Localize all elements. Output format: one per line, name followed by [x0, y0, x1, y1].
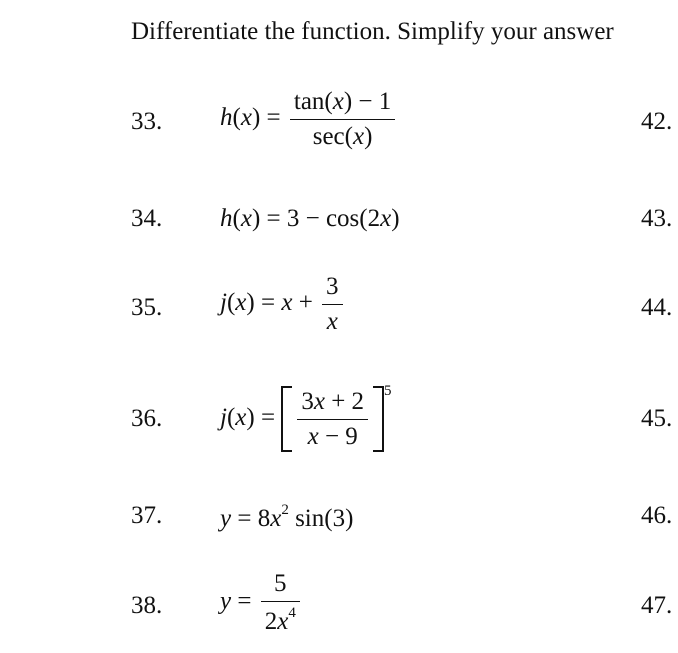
problem-35-equation: j(x) = x + $\frac{3}{x}$ [220, 273, 346, 336]
problem-number: 47. [641, 592, 673, 619]
problem-number: 44. [641, 294, 673, 321]
left-bracket [281, 386, 292, 452]
instruction-text: Differentiate the function. Simplify your answer [131, 18, 614, 45]
problem-number: 35. [131, 294, 163, 321]
fraction: $\frac{3}{x}$ [322, 273, 343, 336]
problem-number: 34. [131, 205, 163, 232]
exponent: 5 [384, 383, 392, 399]
right-bracket [373, 386, 384, 452]
fraction: $\frac{5}{2x^4}$ [261, 570, 300, 636]
problem-33-equation: h(x) = $\frac{\tan(x) - 1}{\sec(x)}$ [220, 88, 398, 151]
problem-number: 46. [641, 502, 673, 529]
problem-38-equation: y = $\frac{5}{2x^4}$ [220, 570, 303, 636]
problem-number: 42. [641, 108, 673, 135]
problem-number: 33. [131, 108, 163, 135]
problem-number: 37. [131, 502, 163, 529]
problem-number: 38. [131, 592, 163, 619]
fraction: $\frac{\tan(x) - 1}{\sec(x)}$ [290, 88, 395, 151]
problem-36-equation: j(x) = $\frac{3x + 2}{x - 9}$ $^5$ [220, 383, 392, 452]
problem-34-equation: h(x) = 3 − cos(2x) [220, 205, 400, 232]
problem-number: 45. [641, 405, 673, 432]
problem-37-equation: $y = 8x^2$ sin(3) [220, 502, 354, 532]
problem-number: 36. [131, 405, 163, 432]
fraction: $\frac{3x + 2}{x - 9}$ [297, 388, 368, 451]
problem-number: 43. [641, 205, 673, 232]
